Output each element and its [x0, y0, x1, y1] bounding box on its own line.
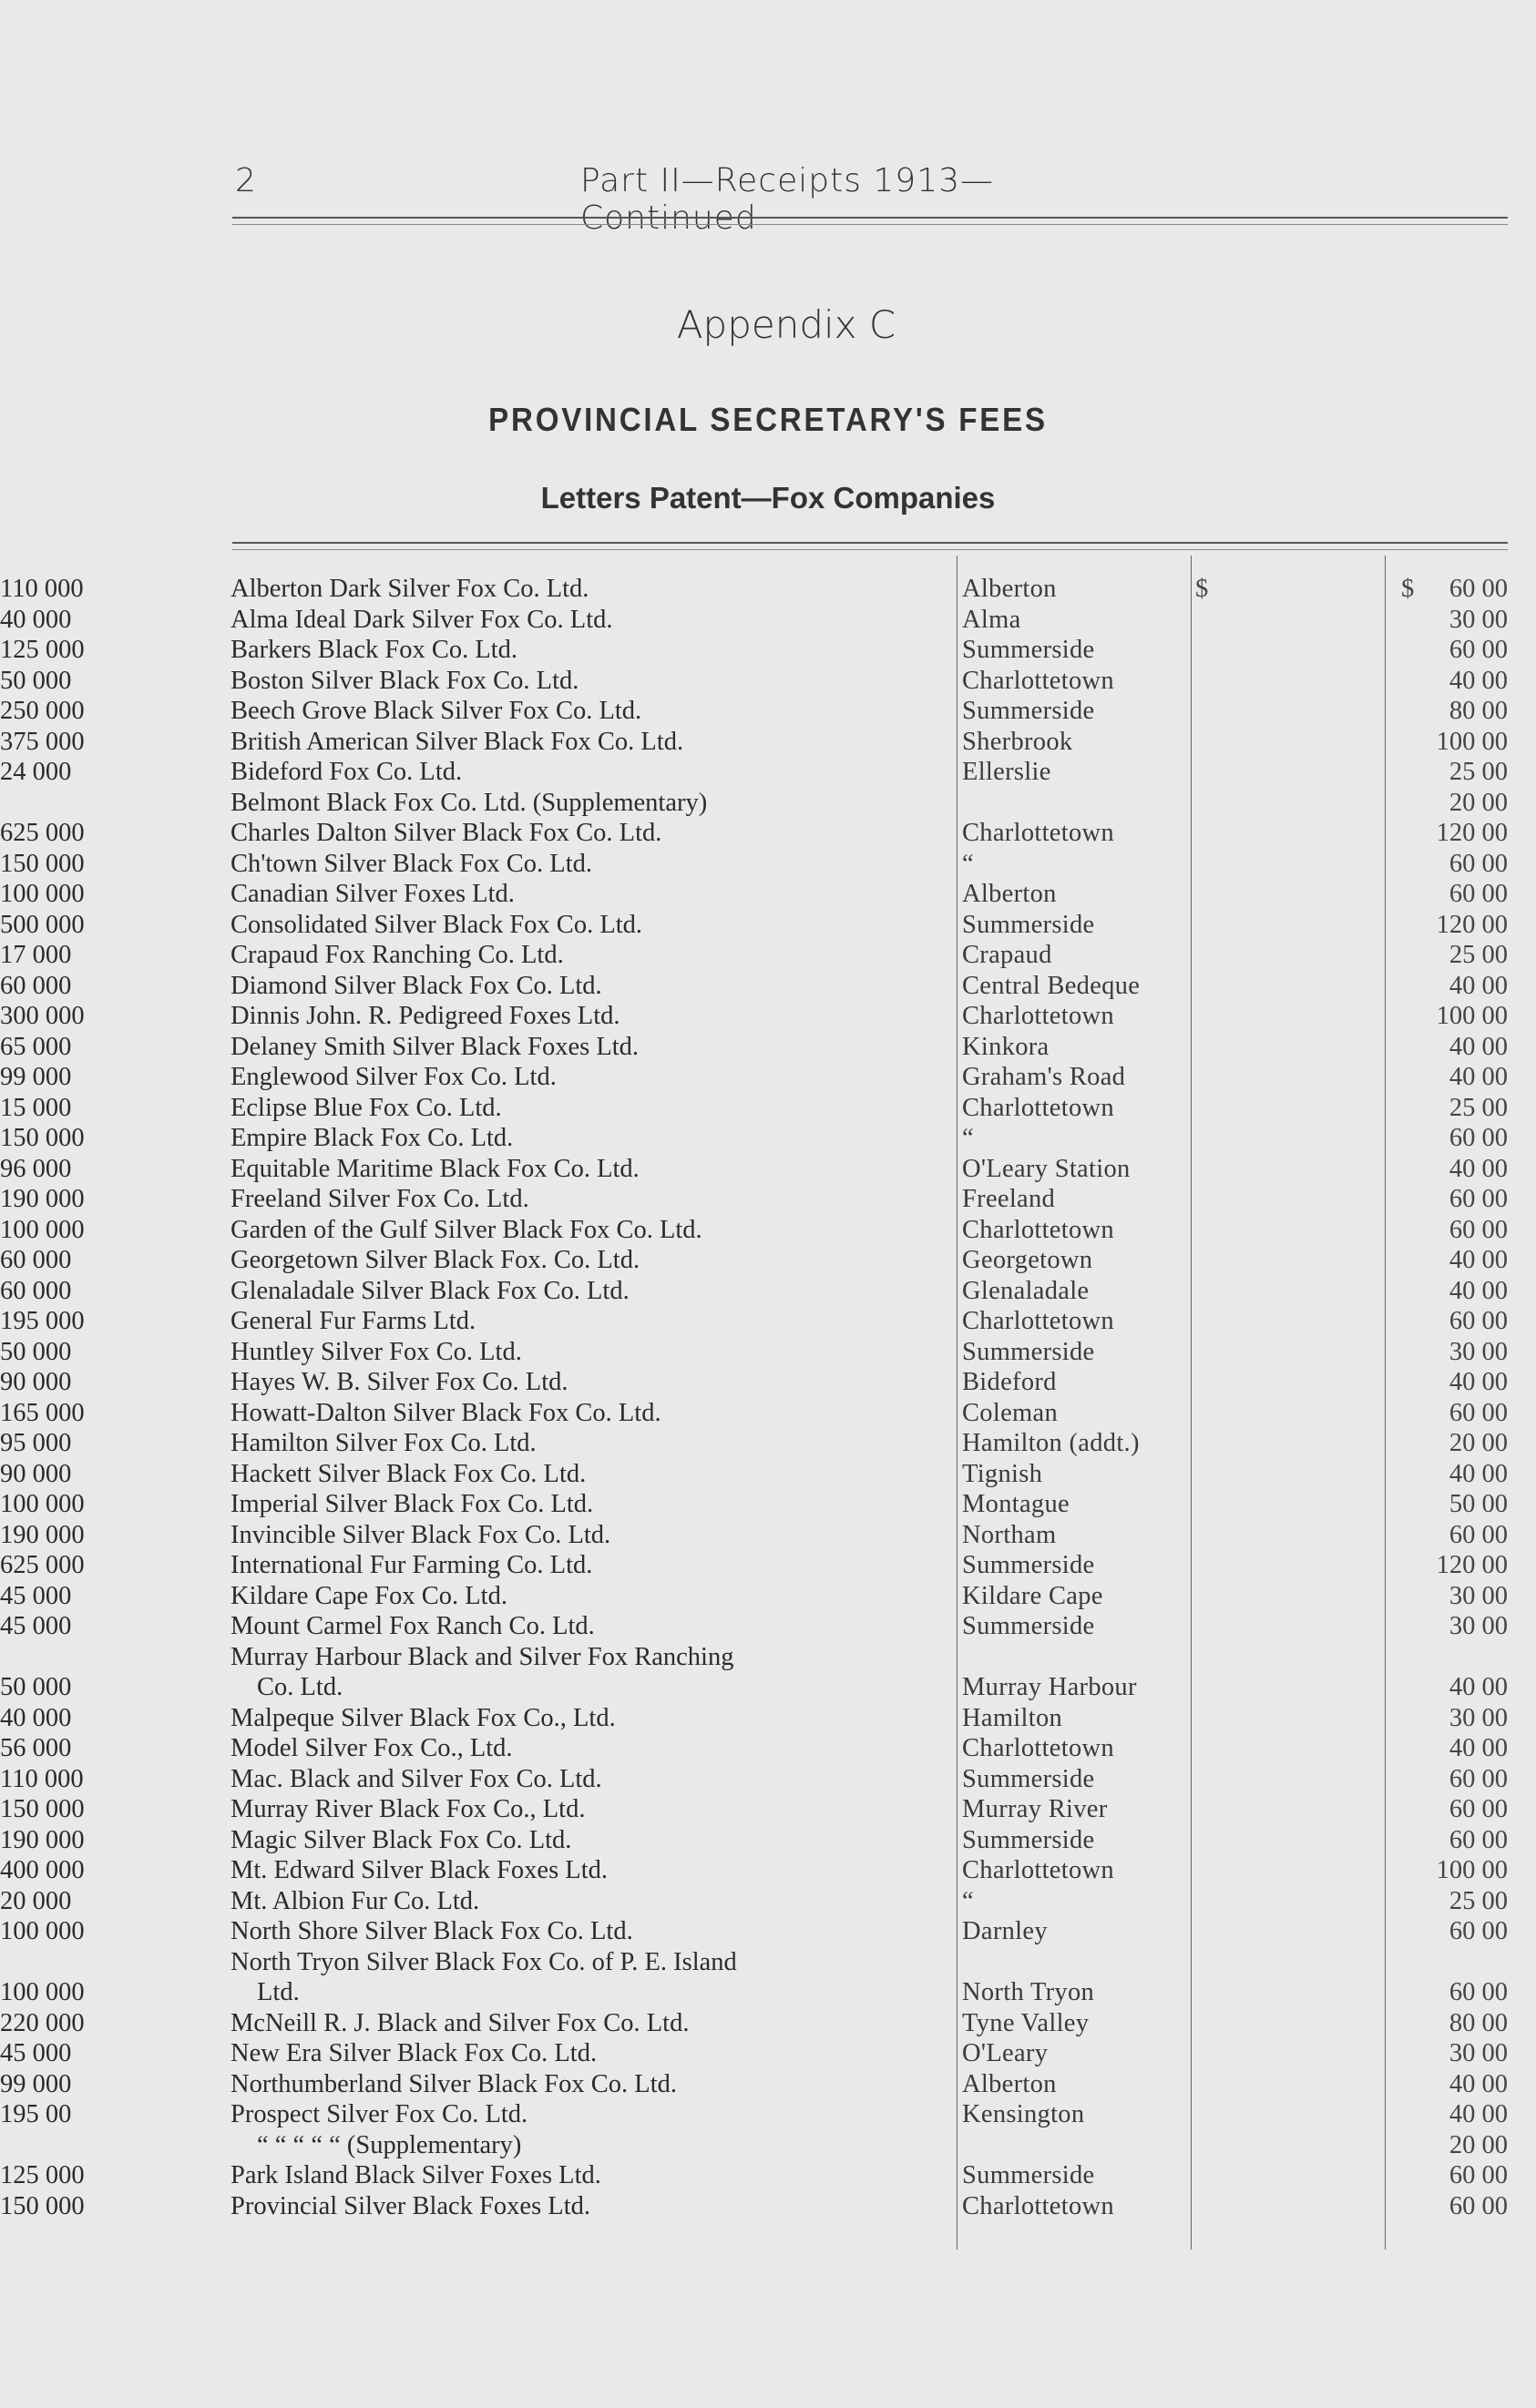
fee-amount: 100 00 — [1436, 1856, 1508, 1884]
fee-amount: 30 00 — [1449, 1581, 1508, 1610]
table-row — [0, 1276, 1536, 1307]
capital-amount: 110 000 — [0, 575, 84, 603]
table-row — [0, 1184, 1536, 1215]
capital-amount: 100 000 — [0, 1978, 85, 2006]
fee-amount: 40 00 — [1449, 2100, 1508, 2128]
fee-amount: 100 00 — [1436, 727, 1508, 756]
capital-amount: 99 000 — [0, 2069, 72, 2098]
company-location: Charlottetown — [962, 1215, 1114, 1244]
fee-amount: 60 00 — [1449, 2161, 1508, 2189]
fee-amount: 40 00 — [1449, 666, 1508, 695]
capital-amount: 300 000 — [0, 1002, 85, 1030]
fee-amount: 20 00 — [1449, 788, 1508, 817]
company-name: General Fur Farms Ltd. — [230, 1307, 476, 1335]
capital-amount: 165 000 — [0, 1398, 85, 1427]
capital-amount: 150 000 — [0, 1795, 85, 1823]
capital-amount: 40 000 — [0, 605, 72, 634]
currency-symbol-capital: $ — [1195, 575, 1209, 603]
fee-amount: 60 00 — [1449, 2191, 1508, 2220]
fee-amount: 30 00 — [1449, 2039, 1508, 2067]
fee-amount: 60 00 — [1449, 1917, 1508, 1945]
fee-amount: 60 00 — [1449, 1825, 1508, 1854]
table-row — [0, 574, 1536, 605]
company-location: Summerside — [962, 910, 1095, 939]
table-row — [0, 1611, 1536, 1642]
company-name: New Era Silver Black Fox Co. Ltd. — [230, 2039, 598, 2067]
company-name: Bideford Fox Co. Ltd. — [230, 758, 463, 786]
capital-amount: 24 000 — [0, 758, 72, 786]
capital-amount: 45 000 — [0, 1612, 72, 1640]
company-name: Delaney Smith Silver Black Foxes Ltd. — [230, 1032, 640, 1061]
table-row — [0, 849, 1536, 880]
fee-amount: 60 00 — [1449, 1185, 1508, 1213]
fee-amount: 25 00 — [1449, 1093, 1508, 1122]
company-name: Equitable Maritime Black Fox Co. Ltd. — [230, 1154, 640, 1183]
company-location: Bideford — [962, 1368, 1057, 1396]
company-name: Alma Ideal Dark Silver Fox Co. Ltd. — [230, 605, 613, 634]
running-title: Part II—Receipts 1913—Continued — [580, 162, 995, 237]
fee-amount: 40 00 — [1449, 971, 1508, 1000]
company-location: Summerside — [962, 2161, 1095, 2189]
fee-amount: 40 00 — [1449, 1734, 1508, 1762]
company-name: Howatt-Dalton Silver Black Fox Co. Ltd. — [230, 1398, 661, 1427]
capital-amount: 375 000 — [0, 727, 85, 756]
capital-amount: 190 000 — [0, 1185, 85, 1213]
capital-amount: 50 000 — [0, 1673, 72, 1701]
capital-amount: 15 000 — [0, 1093, 72, 1122]
fee-amount: 60 00 — [1449, 1520, 1508, 1549]
fee-amount: 40 00 — [1449, 1368, 1508, 1396]
table-row — [0, 1032, 1536, 1063]
fee-amount: 40 00 — [1449, 1032, 1508, 1061]
company-name: Provincial Silver Black Foxes Ltd. — [230, 2191, 590, 2220]
table-row — [0, 1398, 1536, 1429]
header-rule — [232, 217, 1508, 219]
table-row — [0, 2130, 1536, 2161]
company-location: Summerside — [962, 1551, 1095, 1579]
fee-amount: 120 00 — [1436, 819, 1508, 847]
company-location: Charlottetown — [962, 1734, 1114, 1762]
fee-amount: 80 00 — [1449, 697, 1508, 725]
company-location: Charlottetown — [962, 666, 1114, 695]
capital-amount: 100 000 — [0, 1215, 85, 1244]
company-name: “ “ “ “ “ (Supplementary) — [257, 2130, 522, 2159]
company-location: Summerside — [962, 1825, 1095, 1854]
fee-amount: 30 00 — [1449, 1612, 1508, 1640]
table-row — [0, 1855, 1536, 1886]
company-location: Kildare Cape — [962, 1581, 1103, 1610]
fee-amount: 120 00 — [1436, 910, 1508, 939]
table-row — [0, 1154, 1536, 1185]
company-location: Summerside — [962, 1612, 1095, 1640]
table-row — [0, 1245, 1536, 1276]
company-name: Northumberland Silver Black Fox Co. Ltd. — [230, 2069, 677, 2098]
company-name: Malpeque Silver Black Fox Co., Ltd. — [230, 1703, 616, 1732]
table-row — [0, 1062, 1536, 1093]
table-row — [0, 605, 1536, 636]
company-name: Hamilton Silver Fox Co. Ltd. — [230, 1429, 537, 1457]
fee-amount: 30 00 — [1449, 1337, 1508, 1366]
fee-amount: 60 00 — [1449, 636, 1508, 664]
company-location: Summerside — [962, 1764, 1095, 1793]
company-location: Alberton — [962, 2069, 1057, 2098]
fee-amount: 25 00 — [1449, 1886, 1508, 1915]
company-location: Alberton — [962, 880, 1057, 908]
fee-amount: 60 00 — [1449, 1978, 1508, 2006]
table-row — [0, 1642, 1536, 1673]
fee-amount: 60 00 — [1449, 880, 1508, 908]
company-location: Charlottetown — [962, 1856, 1114, 1884]
capital-amount: 150 000 — [0, 849, 85, 878]
fee-amount: 50 00 — [1449, 1490, 1508, 1518]
table-row — [0, 2191, 1536, 2222]
page-number: 2 — [235, 162, 256, 199]
table-top-rule — [232, 542, 1508, 544]
capital-amount: 56 000 — [0, 1734, 72, 1762]
company-location: Sherbrook — [962, 727, 1073, 756]
table-row — [0, 1306, 1536, 1337]
capital-amount: 195 00 — [0, 2100, 72, 2128]
table-row — [0, 757, 1536, 788]
fee-amount: 40 00 — [1449, 1154, 1508, 1183]
capital-amount: 500 000 — [0, 910, 85, 939]
table-top-rule-thin — [232, 549, 1508, 550]
table-row — [0, 1825, 1536, 1856]
company-name: Kildare Cape Fox Co. Ltd. — [230, 1581, 507, 1610]
company-name: Magic Silver Black Fox Co. Ltd. — [230, 1825, 572, 1854]
company-name: Ch'town Silver Black Fox Co. Ltd. — [230, 849, 593, 878]
fee-amount: 60 00 — [1449, 575, 1508, 603]
fee-amount: 60 00 — [1449, 1307, 1508, 1335]
fee-amount: 120 00 — [1436, 1551, 1508, 1579]
company-name: Murray River Black Fox Co., Ltd. — [230, 1795, 586, 1823]
fee-amount: 40 00 — [1449, 1063, 1508, 1091]
appendix-label: Appendix C — [676, 302, 896, 347]
fee-amount: 25 00 — [1449, 758, 1508, 786]
table-row — [0, 788, 1536, 819]
company-location: Murray Harbour — [962, 1673, 1137, 1701]
company-location: Glenaladale — [962, 1276, 1090, 1305]
capital-amount: 45 000 — [0, 1581, 72, 1610]
table-row — [0, 1001, 1536, 1032]
company-name: Hayes W. B. Silver Fox Co. Ltd. — [230, 1368, 568, 1396]
capital-amount: 50 000 — [0, 1337, 72, 1366]
table-row — [0, 1520, 1536, 1551]
company-location: “ — [962, 1124, 974, 1152]
company-name: Alberton Dark Silver Fox Co. Ltd. — [230, 575, 589, 603]
company-name: Consolidated Silver Black Fox Co. Ltd. — [230, 910, 643, 939]
company-name: Belmont Black Fox Co. Ltd. (Supplementary) — [230, 788, 708, 817]
table-row — [0, 1459, 1536, 1490]
currency-symbol-fee: $ — [1401, 575, 1415, 603]
table-row — [0, 1428, 1536, 1459]
table-row — [0, 1337, 1536, 1368]
company-name: Huntley Silver Fox Co. Ltd. — [230, 1337, 522, 1366]
company-location: O'Leary — [962, 2039, 1049, 2067]
company-location: Central Bedeque — [962, 971, 1141, 1000]
company-location: Darnley — [962, 1917, 1048, 1945]
section-subtitle: Letters Patent—Fox Companies — [540, 481, 996, 515]
table-row — [0, 1215, 1536, 1246]
table-row — [0, 879, 1536, 910]
fee-amount: 40 00 — [1449, 2069, 1508, 2098]
fee-amount: 60 00 — [1449, 849, 1508, 878]
fee-amount: 80 00 — [1449, 2008, 1508, 2037]
fee-amount: 40 00 — [1449, 1276, 1508, 1305]
capital-amount: 625 000 — [0, 1551, 85, 1579]
table-row — [0, 2069, 1536, 2100]
company-location: Alberton — [962, 575, 1057, 603]
company-name: Diamond Silver Black Fox Co. Ltd. — [230, 971, 602, 1000]
capital-amount: 100 000 — [0, 1490, 85, 1518]
company-location: Summerside — [962, 1337, 1095, 1366]
fee-amount: 20 00 — [1449, 2130, 1508, 2159]
fee-amount: 60 00 — [1449, 1215, 1508, 1244]
company-location: Kinkora — [962, 1032, 1050, 1061]
table-row — [0, 1672, 1536, 1703]
company-name: Model Silver Fox Co., Ltd. — [230, 1734, 513, 1762]
table-row — [0, 971, 1536, 1002]
fee-amount: 60 00 — [1449, 1124, 1508, 1152]
page-header — [232, 155, 1166, 237]
company-name: Imperial Silver Black Fox Co. Ltd. — [230, 1490, 594, 1518]
table-row — [0, 940, 1536, 971]
table-row — [0, 1733, 1536, 1764]
company-location: Summerside — [962, 636, 1095, 664]
table-row — [0, 1916, 1536, 1947]
company-location: Georgetown — [962, 1246, 1093, 1274]
table-row — [0, 1703, 1536, 1734]
company-location: Charlottetown — [962, 1307, 1114, 1335]
company-location: Charlottetown — [962, 1002, 1114, 1030]
company-name: Murray Harbour Black and Silver Fox Ranching — [230, 1642, 734, 1671]
fee-amount: 60 00 — [1449, 1764, 1508, 1793]
fee-amount: 40 00 — [1449, 1673, 1508, 1701]
company-location: North Tryon — [962, 1978, 1095, 2006]
company-name: Mac. Black and Silver Fox Co. Ltd. — [230, 1764, 602, 1793]
company-name: Park Island Black Silver Foxes Ltd. — [230, 2161, 601, 2189]
table-row — [0, 635, 1536, 666]
company-name: North Shore Silver Black Fox Co. Ltd. — [230, 1917, 633, 1945]
capital-amount: 50 000 — [0, 666, 72, 695]
company-location: O'Leary Station — [962, 1154, 1131, 1183]
table-row — [0, 1367, 1536, 1398]
capital-amount: 220 000 — [0, 2008, 85, 2037]
capital-amount: 190 000 — [0, 1520, 85, 1549]
fees-table — [0, 574, 1536, 2221]
fee-amount: 30 00 — [1449, 605, 1508, 634]
fee-amount: 100 00 — [1436, 1002, 1508, 1030]
capital-amount: 90 000 — [0, 1459, 72, 1488]
company-name: Eclipse Blue Fox Co. Ltd. — [230, 1093, 502, 1122]
company-location: Crapaud — [962, 941, 1052, 969]
company-location: Freeland — [962, 1185, 1056, 1213]
company-name: Co. Ltd. — [257, 1673, 343, 1701]
capital-amount: 20 000 — [0, 1886, 72, 1915]
company-name: Crapaud Fox Ranching Co. Ltd. — [230, 941, 564, 969]
company-name: North Tryon Silver Black Fox Co. of P. E. Island — [230, 1947, 737, 1976]
company-name: Canadian Silver Foxes Ltd. — [230, 880, 515, 908]
company-name: International Fur Farming Co. Ltd. — [230, 1551, 593, 1579]
company-name: Mt. Albion Fur Co. Ltd. — [230, 1886, 480, 1915]
company-name: Invincible Silver Black Fox Co. Ltd. — [230, 1520, 611, 1549]
company-location: Kensington — [962, 2100, 1085, 2128]
company-name: Beech Grove Black Silver Fox Co. Ltd. — [230, 697, 642, 725]
company-location: Tignish — [962, 1459, 1043, 1488]
table-row — [0, 1886, 1536, 1917]
capital-amount: 65 000 — [0, 1032, 72, 1061]
company-name: Charles Dalton Silver Black Fox Co. Ltd. — [230, 819, 662, 847]
document-title: PROVINCIAL SECRETARY'S FEES — [488, 401, 1048, 438]
table-row — [0, 1764, 1536, 1795]
capital-amount: 125 000 — [0, 2161, 85, 2189]
table-row — [0, 1581, 1536, 1612]
capital-amount: 190 000 — [0, 1825, 85, 1854]
table-row — [0, 2099, 1536, 2130]
company-location: “ — [962, 849, 974, 878]
company-name: British American Silver Black Fox Co. Ltd. — [230, 727, 684, 756]
capital-amount: 195 000 — [0, 1307, 85, 1335]
fee-amount: 40 00 — [1449, 1246, 1508, 1274]
capital-amount: 100 000 — [0, 880, 85, 908]
table-row — [0, 696, 1536, 727]
table-row — [0, 1794, 1536, 1825]
capital-amount: 125 000 — [0, 636, 85, 664]
table-row — [0, 910, 1536, 941]
capital-amount: 60 000 — [0, 1276, 72, 1305]
table-row — [0, 2008, 1536, 2039]
company-location: Graham's Road — [962, 1063, 1126, 1091]
table-row — [0, 1489, 1536, 1520]
table-row — [0, 1093, 1536, 1124]
company-location: “ — [962, 1886, 974, 1915]
header-rule-thin — [232, 224, 1508, 225]
table-row — [0, 1947, 1536, 1978]
company-location: Charlottetown — [962, 1093, 1114, 1122]
capital-amount: 95 000 — [0, 1429, 72, 1457]
table-row — [0, 818, 1536, 849]
capital-amount: 100 000 — [0, 1917, 85, 1945]
table-row — [0, 666, 1536, 697]
company-location: Northam — [962, 1520, 1057, 1549]
fee-amount: 20 00 — [1449, 1429, 1508, 1457]
company-name: Freeland Silver Fox Co. Ltd. — [230, 1185, 529, 1213]
capital-amount: 60 000 — [0, 971, 72, 1000]
fee-amount: 60 00 — [1449, 1398, 1508, 1427]
fee-amount: 30 00 — [1449, 1703, 1508, 1732]
company-name: Garden of the Gulf Silver Black Fox Co. Ltd. — [230, 1215, 702, 1244]
capital-amount: 60 000 — [0, 1246, 72, 1274]
company-location: Tyne Valley — [962, 2008, 1090, 2037]
table-row — [0, 2160, 1536, 2191]
company-location: Murray River — [962, 1795, 1108, 1823]
company-name: Hackett Silver Black Fox Co. Ltd. — [230, 1459, 587, 1488]
capital-amount: 150 000 — [0, 2191, 85, 2220]
table-row — [0, 1977, 1536, 2008]
company-location: Charlottetown — [962, 2191, 1114, 2220]
table-row — [0, 2038, 1536, 2069]
company-name: Mt. Edward Silver Black Foxes Ltd. — [230, 1856, 608, 1884]
company-name: Georgetown Silver Black Fox. Co. Ltd. — [230, 1246, 640, 1274]
company-location: Hamilton — [962, 1703, 1063, 1732]
company-name: Glenaladale Silver Black Fox Co. Ltd. — [230, 1276, 630, 1305]
capital-amount: 17 000 — [0, 941, 72, 969]
company-location: Charlottetown — [962, 819, 1114, 847]
capital-amount: 250 000 — [0, 697, 85, 725]
capital-amount: 110 000 — [0, 1764, 84, 1793]
company-name: Mount Carmel Fox Ranch Co. Ltd. — [230, 1612, 595, 1640]
capital-amount: 400 000 — [0, 1856, 85, 1884]
company-name: McNeill R. J. Black and Silver Fox Co. Ltd. — [230, 2008, 690, 2037]
capital-amount: 40 000 — [0, 1703, 72, 1732]
company-name: Boston Silver Black Fox Co. Ltd. — [230, 666, 579, 695]
fee-amount: 60 00 — [1449, 1795, 1508, 1823]
company-location: Hamilton (addt.) — [962, 1429, 1140, 1457]
table-row — [0, 727, 1536, 758]
company-location: Alma — [962, 605, 1021, 634]
company-name: Dinnis John. R. Pedigreed Foxes Ltd. — [230, 1002, 620, 1030]
company-location: Ellerslie — [962, 758, 1051, 786]
capital-amount: 96 000 — [0, 1154, 72, 1183]
company-name: Barkers Black Fox Co. Ltd. — [230, 636, 518, 664]
company-name: Empire Black Fox Co. Ltd. — [230, 1124, 514, 1152]
company-location: Coleman — [962, 1398, 1058, 1427]
capital-amount: 99 000 — [0, 1063, 72, 1091]
company-name: Englewood Silver Fox Co. Ltd. — [230, 1063, 557, 1091]
company-location: Montague — [962, 1490, 1070, 1518]
capital-amount: 625 000 — [0, 819, 85, 847]
company-name: Prospect Silver Fox Co. Ltd. — [230, 2100, 528, 2128]
table-row — [0, 1123, 1536, 1154]
fee-amount: 25 00 — [1449, 941, 1508, 969]
capital-amount: 90 000 — [0, 1368, 72, 1396]
fee-amount: 40 00 — [1449, 1459, 1508, 1488]
table-row — [0, 1550, 1536, 1581]
capital-amount: 45 000 — [0, 2039, 72, 2067]
company-location: Summerside — [962, 697, 1095, 725]
capital-amount: 150 000 — [0, 1124, 85, 1152]
company-name: Ltd. — [257, 1978, 300, 2006]
